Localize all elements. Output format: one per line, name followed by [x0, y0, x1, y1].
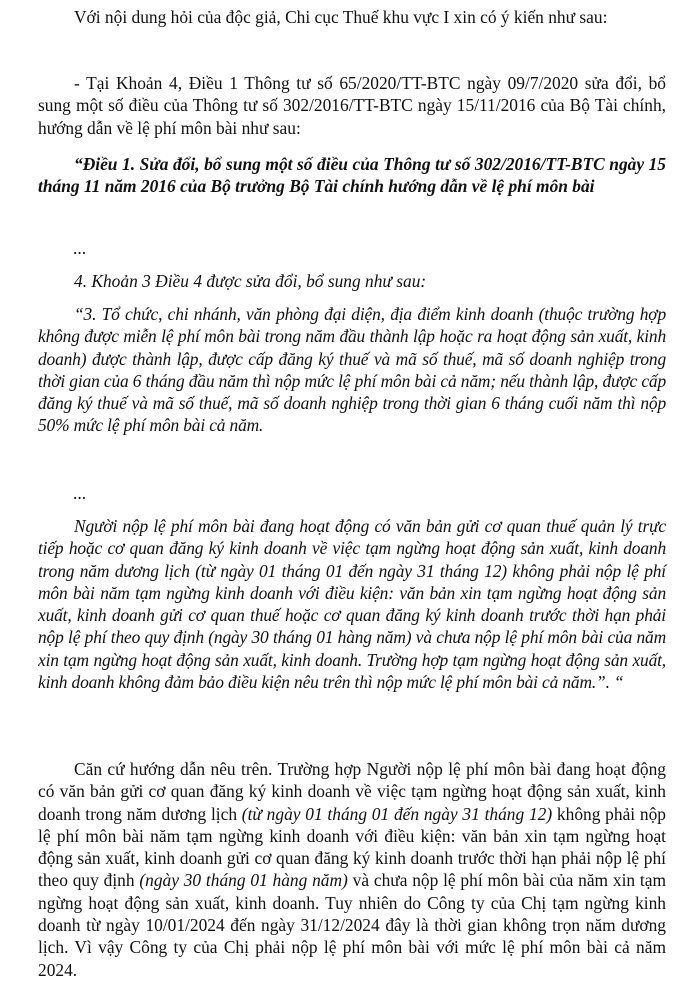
ellipsis-1: ... [73, 238, 87, 258]
suspension-paragraph: Người nộp lệ phí môn bài đang hoạt động có văn bản gửi cơ quan thuế quản lý trực tiếp hoặc cơ quan đăng ký kinh doanh về việc tạm ngừng hoạt động sản xuất, kinh doanh trong năm dương lịch (từ ngày 01 tháng 01 đến ngày 31 tháng 12) không phải nộp lệ phí môn bài năm tạm ngừng kinh doanh với điều kiện: văn bản xin tạm ngừng hoạt động sản xuất, kinh doanh gửi cơ quan thuế hoặc cơ quan đăng ký kinh doanh trước thời hạn phải nộp lệ phí theo quy định (ngày 30 tháng 01 hàng năm) và chưa nộp lệ phí môn bài của năm xin tạm ngừng hoạt động sản xuất, kinh doanh. Trường hợp tạm ngừng hoạt động sản xuất, kinh doanh không đảm bảo điều kiện nêu trên thì nộp mức lệ phí môn bài cả năm.”. “ [38, 516, 666, 693]
conclusion-date-range: (từ ngày 01 tháng 01 đến ngày 31 tháng 12) [241, 803, 553, 824]
conclusion-part-1: Căn cứ hướng dẫn nêu trên. Trường hợp Người nộp lệ phí môn bài đang hoạt động có văn bản gửi cơ quan đăng ký kinh doanh về việc tạm ngừng hoạt động sản xuất, kinh doanh trong năm dương lịch [38, 759, 666, 824]
clause-intro: 4. Khoản 3 Điều 4 được sửa đổi, bổ sung như sau: [74, 271, 427, 291]
conclusion-part-5: và chưa nộp lệ phí môn bài của năm xin tạm ngừng hoạt động sản xuất, kinh doanh. Tuy nhiên do Công ty của Chị tạm ngừng kinh doanh từ ngày 10/01/2024 đến ngày 31/12/2024 đây là thời gian không trọn năm dương lịch. Vì vậy Công ty của Chị phải nộp lệ phí môn bài với mức lệ phí môn bài cả năm 2024. [38, 870, 666, 980]
citation-paragraph: - Tại Khoản 4, Điều 1 Thông tư số 65/2020/TT-BTC ngày 09/7/2020 sửa đổi, bổ sung một số điều của Thông tư số 302/2016/TT-BTC ngày 15/11/2016 của Bộ Tài chính, hướng dẫn về lệ phí môn bài như sau: [38, 73, 666, 138]
conclusion-deadline: (ngày 30 tháng 01 hàng năm) [139, 870, 348, 891]
article-heading: “Điều 1. Sửa đổi, bổ sung một số điều của Thông tư số 302/2016/TT-BTC ngày 15 tháng 11 năm 2016 của Bộ trưởng Bộ Tài chính hướng dẫn về lệ phí môn bài [38, 154, 666, 197]
intro-paragraph: Với nội dung hỏi của độc giả, Chi cục Thuế khu vực I xin có ý kiến như sau: [74, 7, 608, 27]
conclusion-paragraph [38, 758, 666, 981]
clause-text: “3. Tổ chức, chi nhánh, văn phòng đại diện, địa điểm kinh doanh (thuộc trường hợp không được miễn lệ phí môn bài trong năm đầu thành lập hoặc ra hoạt động sản xuất, kinh doanh) được thành lập, được cấp đăng ký thuế và mã số thuế, mã số doanh nghiệp trong thời gian của 6 tháng đầu năm thì nộp mức lệ phí môn bài cả năm; nếu thành lập, được cấp đăng ký thuế và mã số thuế, mã số doanh nghiệp trong thời gian 6 tháng cuối năm thì nộp 50% mức lệ phí môn bài cả năm. [38, 304, 666, 436]
ellipsis-2: ... [73, 483, 87, 503]
conclusion-part-3: không phải nộp lệ phí môn bài năm tạm ngừng kinh doanh với điều kiện: văn bản xin tạm ngừng hoạt động sản xuất, kinh doanh gửi cơ quan đăng ký kinh doanh trước thời hạn phải nộp lệ phí theo quy định [38, 803, 666, 891]
